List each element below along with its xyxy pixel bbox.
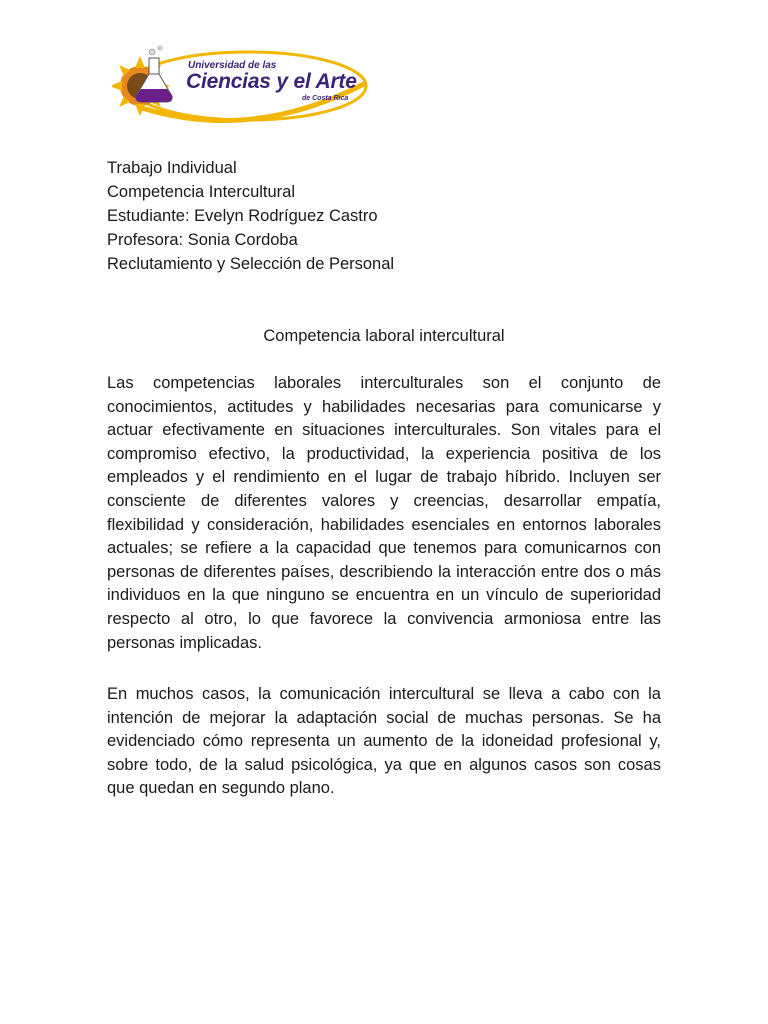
paragraph-1: Las competencias laborales interculturales son el conjunto de conocimientos, actitudes y habilidades necesarias para comunicarse y actuar efectivamente en situaciones interculturales. Son vitales para el compromiso efectivo, la productividad, la experiencia positiva de los empleados y el rendimiento en el lugar de trabajo híbrido. Incluyen ser consciente de diferentes valores y creencias, desarrollar empatía, flexibilidad y consideración, habilidades esenciales en entornos laborales actuales; se refiere a la capacidad que tenemos para comunicarnos con personas de diferentes países, describiendo la interacción entre dos o más individuos en la que ninguno se encuentra en un vínculo de superioridad respecto al otro, lo que favorece la convivencia armoniosa entre las personas implicadas. <box>107 374 661 652</box>
logo-text-main: Ciencias y el Arte <box>186 70 357 93</box>
header-block <box>107 156 667 276</box>
university-logo <box>112 38 372 142</box>
header-line-assignment: Trabajo Individual <box>107 159 237 177</box>
logo-text-top: Universidad de las <box>188 60 277 71</box>
logo-text-sub: de Costa Rica <box>302 95 349 102</box>
header-line-course: Reclutamiento y Selección de Personal <box>107 255 395 273</box>
header-line-professor: Profesora: Sonia Cordoba <box>107 231 298 249</box>
header-line-subject: Competencia Intercultural <box>107 183 296 201</box>
header-line-student: Estudiante: Evelyn Rodríguez Castro <box>107 207 378 225</box>
document-title: Competencia laboral intercultural <box>263 327 505 345</box>
paragraph-2: En muchos casos, la comunicación intercultural se lleva a cabo con la intención de mejorar la adaptación social de muchas personas. Se ha evidenciado cómo representa un aumento de la idoneidad profesional y, sobre todo, de la salud psicológica, ya que en algunos casos son cosas que quedan en segundo plano. <box>107 685 661 798</box>
